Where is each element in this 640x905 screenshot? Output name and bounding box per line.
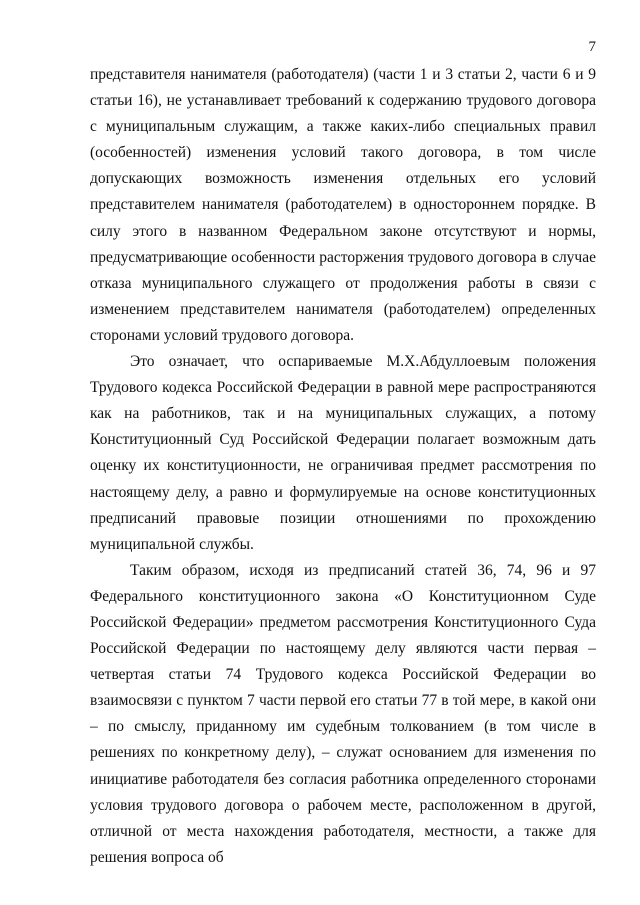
paragraph-continuation: представителя нанимателя (работодателя) (части 1 и 3 статьи 2, части 6 и 9 статьи 16), не устанавливает требований к содержанию трудового договора с муниципальным служащим, а также каких-либо специальных правил (особенностей) изменения условий такого договора, в том числе допускающих возможность изменения отдельных его условий представителем нанимателя (работодателем) в одностороннем порядке. В силу этого в названном Федеральном законе отсутствуют и нормы, предусматривающие особенности расторжения трудового договора в случае отказа муниципального служащего от продолжения работы в связи с изменением представителем нанимателя (работодателем) определенных сторонами условий трудового договора. [90,66,596,344]
page-number: 7 [588,39,596,55]
document-body [90,62,596,871]
paragraph-meaning: Это означает, что оспариваемые М.Х.Абдуллоевым положения Трудового кодекса Российской Федерации в равной мере распространяются как на работников, так и на муниципальных служащих, а потому Конституционный Суд Российской Федерации полагает возможным дать оценку их конституционности, не ограничивая предмет рассмотрения по настоящему делу, а равно и формулируемые на основе конституционных предписаний правовые позиции отношениями по прохождению муниципальной службы. [90,353,596,553]
paragraph-conclusion: Таким образом, исходя из предписаний статей 36, 74, 96 и 97 Федерального конституционного закона «О Конституционном Суде Российской Федерации» предметом рассмотрения Конституционного Суда Российской Федерации по настоящему делу являются части первая – четвертая статьи 74 Трудового кодекса Российской Федерации во взаимосвязи с пунктом 7 части первой его статьи 77 в той мере, в какой они – по смыслу, приданному им судебным толкованием (в том числе в решениях по конкретному делу), – служат основанием для изменения по инициативе работодателя без согласия работника определенного сторонами условия трудового договора о рабочем месте, расположенном в другой, отличной от места нахождения работодателя, местности, а также для решения вопроса об [90,561,596,866]
